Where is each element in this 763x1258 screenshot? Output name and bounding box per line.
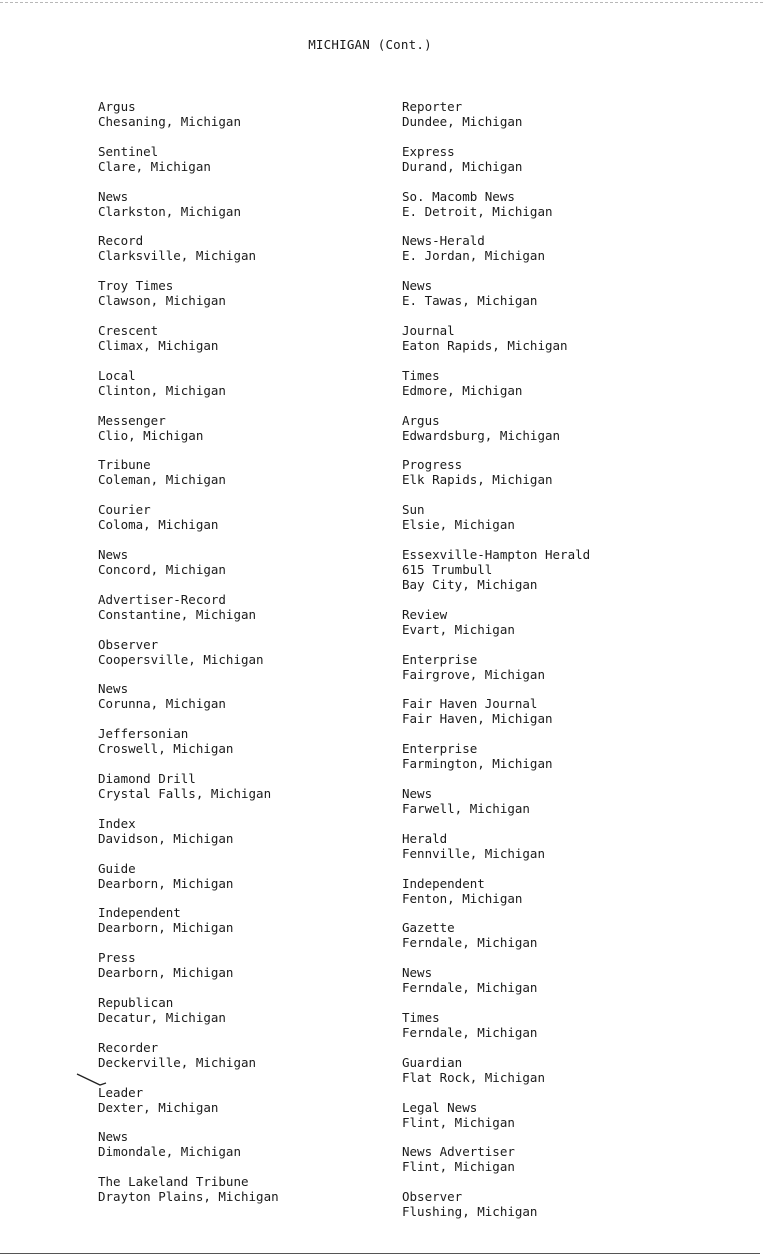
listing-entry [98, 368, 226, 398]
newspaper-location: Clare, Michigan [98, 158, 211, 174]
newspaper-name: News Advertiser [402, 1144, 515, 1160]
listing-entry [402, 607, 515, 637]
newspaper-location: Ferndale, Michigan [402, 1025, 538, 1040]
newspaper-location: Flint, Michigan [402, 1159, 515, 1175]
listing-entry [402, 652, 545, 682]
newspaper-location: Elk Rapids, Michigan [402, 472, 553, 488]
newspaper-location: Dundee, Michigan [402, 114, 523, 129]
newspaper-location: Constantine, Michigan [98, 606, 257, 622]
newspaper-location: 615 Trumbull [402, 562, 493, 577]
newspaper-location: Dearborn, Michigan [98, 965, 234, 981]
newspaper-name: Jeffersonian [98, 726, 189, 742]
listing-entry [98, 1174, 279, 1204]
listing-entry [98, 726, 233, 756]
newspaper-location: Elsie, Michigan [402, 517, 515, 533]
newspaper-name: Reporter [402, 99, 463, 114]
listing-entry [402, 99, 522, 129]
newspaper-location: Coleman, Michigan [98, 472, 226, 488]
newspaper-name: Times [402, 367, 440, 383]
newspaper-location: Dearborn, Michigan [98, 875, 234, 891]
newspaper-location: Flat Rock, Michigan [402, 1069, 545, 1085]
newspaper-name: Fair Haven Journal [402, 696, 538, 712]
newspaper-location: Eaton Rapids, Michigan [402, 338, 568, 353]
newspaper-name: News [98, 188, 129, 204]
listing-entry [98, 861, 233, 891]
listing-entry [402, 547, 590, 592]
newspaper-location: Edwardsburg, Michigan [402, 427, 561, 443]
listing-entry [98, 233, 256, 263]
listing-entry [98, 816, 233, 846]
listing-entry [402, 1055, 545, 1085]
newspaper-name: Observer [402, 1189, 463, 1205]
newspaper-name: The Lakeland Tribune [98, 1174, 249, 1190]
newspaper-name: Sentinel [98, 143, 159, 159]
newspaper-name: Local [98, 367, 136, 383]
listing-entry [98, 950, 233, 980]
newspaper-location: Croswell, Michigan [98, 741, 234, 757]
newspaper-location: Evart, Michigan [402, 621, 515, 637]
newspaper-location: Bay City, Michigan [402, 577, 538, 592]
newspaper-location: Clarksville, Michigan [98, 248, 257, 264]
newspaper-name: Record [98, 233, 144, 249]
newspaper-location: Ferndale, Michigan [402, 980, 538, 996]
newspaper-name: News [98, 1129, 129, 1145]
listing-entry [402, 831, 545, 861]
newspaper-name: Herald [402, 830, 448, 846]
listing-entry [98, 323, 218, 353]
newspaper-location: Decatur, Michigan [98, 1010, 226, 1025]
newspaper-location: Fenton, Michigan [402, 890, 523, 906]
listing-entry [98, 457, 226, 487]
newspaper-name: Gazette [402, 920, 455, 936]
listing-entry [402, 278, 537, 308]
newspaper-name: Messenger [98, 412, 166, 428]
listing-entry [98, 502, 218, 532]
newspaper-name: News-Herald [402, 233, 485, 249]
newspaper-name: Troy Times [98, 278, 174, 294]
listing-entry [402, 502, 515, 532]
newspaper-name: Times [402, 1010, 440, 1025]
newspaper-location: Farmington, Michigan [402, 756, 553, 772]
listing-entry [98, 905, 233, 935]
newspaper-location: E. Jordan, Michigan [402, 248, 545, 264]
listing-entry [402, 413, 560, 443]
listing-entry [402, 457, 553, 487]
newspaper-location: Climax, Michigan [98, 338, 219, 353]
listing-entry [402, 144, 522, 174]
newspaper-location: Edmore, Michigan [402, 382, 523, 398]
newspaper-location: Concord, Michigan [98, 562, 226, 577]
listing-entry [98, 189, 241, 219]
listing-entry [402, 1010, 537, 1040]
listing-entry [98, 278, 226, 308]
newspaper-location: Dimondale, Michigan [98, 1144, 241, 1160]
listing-entry [98, 1129, 241, 1159]
listing-entry [98, 413, 203, 443]
listing-entry [402, 786, 530, 816]
newspaper-name: News [402, 278, 433, 294]
newspaper-name: Leader [98, 1084, 144, 1100]
newspaper-location: Drayton Plains, Michigan [98, 1189, 279, 1205]
listing-entry [98, 1085, 218, 1115]
newspaper-location: Chesaning, Michigan [98, 114, 241, 129]
newspaper-location: Clinton, Michigan [98, 382, 226, 398]
listing-entry [98, 144, 211, 174]
listing-entry [402, 1100, 515, 1130]
newspaper-name: Sun [402, 502, 425, 518]
newspaper-location: E. Detroit, Michigan [402, 203, 553, 219]
newspaper-location: Corunna, Michigan [98, 696, 226, 712]
newspaper-name: News [402, 965, 433, 981]
newspaper-location: Fairgrove, Michigan [402, 666, 545, 682]
listing-entry [402, 920, 537, 950]
newspaper-location: Deckerville, Michigan [98, 1054, 257, 1070]
pen-tick-mark [76, 1072, 110, 1092]
newspaper-name: Review [402, 606, 448, 622]
newspaper-name: News [98, 681, 129, 697]
newspaper-name: Argus [98, 99, 136, 114]
newspaper-name: Diamond Drill [98, 771, 196, 786]
newspaper-name: Progress [402, 457, 463, 473]
listing-entry [402, 189, 553, 219]
listing-entry [402, 696, 553, 726]
newspaper-name: Independent [402, 875, 485, 891]
newspaper-location: Coopersville, Michigan [98, 651, 264, 667]
page-heading: MICHIGAN (Cont.) [308, 37, 432, 52]
newspaper-location: Clarkston, Michigan [98, 203, 241, 219]
listing-entry [98, 547, 226, 577]
newspaper-location: Fennville, Michigan [402, 845, 545, 861]
newspaper-name: So. Macomb News [402, 188, 515, 204]
newspaper-name: Guide [98, 860, 136, 876]
newspaper-name: Courier [98, 502, 151, 518]
newspaper-name: Enterprise [402, 651, 478, 667]
newspaper-location: Farwell, Michigan [402, 801, 530, 816]
newspaper-location: Dearborn, Michigan [98, 920, 234, 936]
newspaper-name: Essexville-Hampton Herald [402, 547, 591, 562]
newspaper-location: Flint, Michigan [402, 1114, 515, 1130]
newspaper-name: Journal [402, 323, 455, 338]
newspaper-location: Dexter, Michigan [98, 1099, 219, 1115]
newspaper-name: Tribune [98, 457, 151, 473]
newspaper-name: Legal News [402, 1099, 478, 1115]
page-top-edge [0, 2, 763, 3]
listing-entry [98, 681, 226, 711]
listing-entry [98, 637, 264, 667]
newspaper-name: Republican [98, 995, 174, 1010]
newspaper-name: Recorder [98, 1039, 159, 1055]
newspaper-location: Davidson, Michigan [98, 830, 234, 846]
listing-entry [402, 233, 545, 263]
newspaper-name: Guardian [402, 1054, 463, 1070]
listing-entry [402, 965, 537, 995]
listing-entry [402, 368, 522, 398]
page-bottom-edge [0, 1253, 760, 1254]
newspaper-name: Press [98, 950, 136, 966]
listing-entry [98, 771, 271, 801]
newspaper-name: Index [98, 815, 136, 831]
newspaper-location: E. Tawas, Michigan [402, 293, 538, 309]
newspaper-location: Flushing, Michigan [402, 1204, 538, 1220]
newspaper-location: Ferndale, Michigan [402, 935, 538, 951]
newspaper-name: Express [402, 143, 455, 159]
newspaper-location: Durand, Michigan [402, 158, 523, 174]
newspaper-location: Clawson, Michigan [98, 293, 226, 309]
newspaper-name: Observer [98, 636, 159, 652]
newspaper-name: Crescent [98, 323, 159, 338]
listing-entry [98, 1040, 256, 1070]
listing-entry [402, 741, 553, 771]
newspaper-location: Clio, Michigan [98, 427, 204, 443]
listing-entry [98, 995, 226, 1025]
newspaper-location: Fair Haven, Michigan [402, 711, 553, 727]
newspaper-location: Crystal Falls, Michigan [98, 786, 272, 801]
newspaper-name: Argus [402, 412, 440, 428]
newspaper-location: Coloma, Michigan [98, 517, 219, 533]
listing-entry [98, 99, 241, 129]
listing-entry [402, 876, 522, 906]
listing-entry [402, 323, 568, 353]
newspaper-name: Enterprise [402, 741, 478, 757]
listing-entry [402, 1144, 515, 1174]
newspaper-name: Independent [98, 905, 181, 921]
listing-entry [402, 1189, 537, 1219]
newspaper-name: News [98, 547, 129, 562]
newspaper-name: Advertiser-Record [98, 591, 226, 607]
newspaper-name: News [402, 786, 433, 801]
listing-entry [98, 592, 256, 622]
